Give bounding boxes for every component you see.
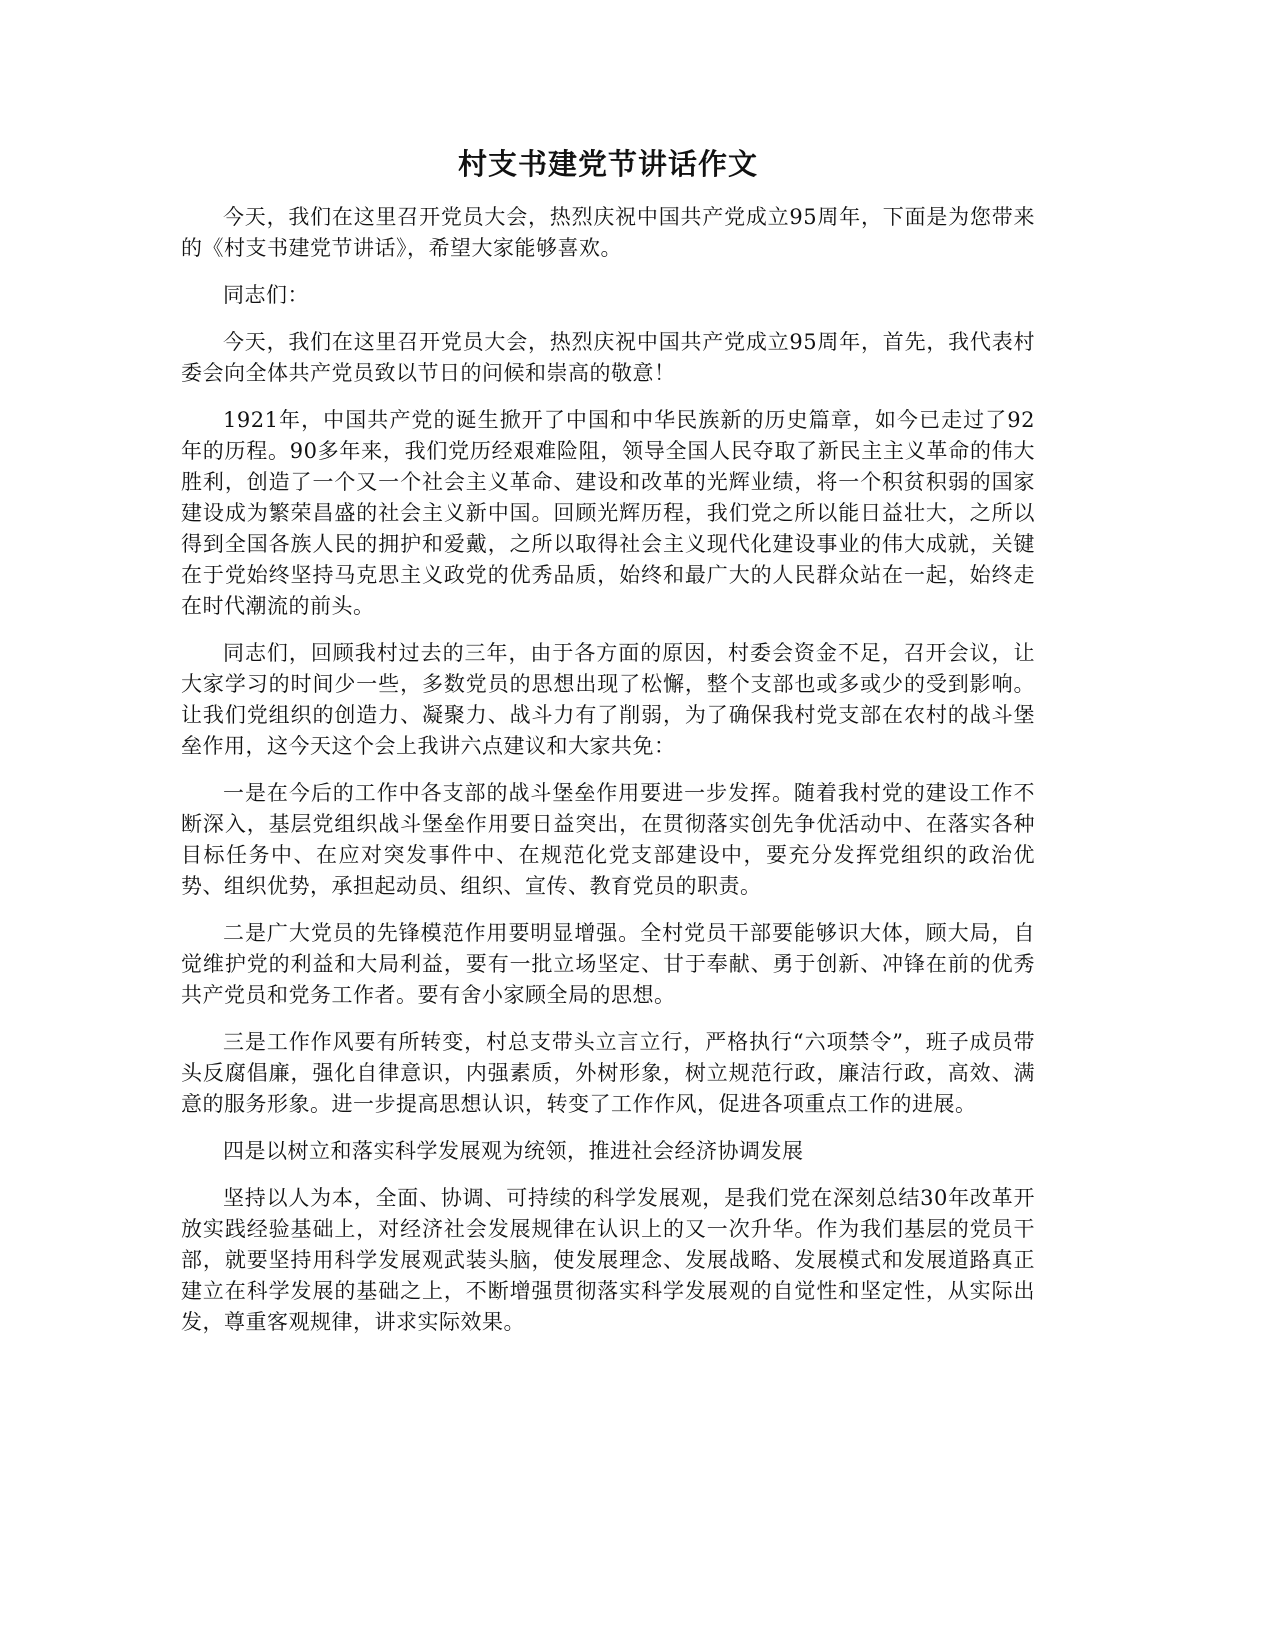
paragraph-point-four: 四是以树立和落实科学发展观为统领，推进社会经济协调发展	[223, 1139, 804, 1163]
paragraph-scientific-development: 坚持以人为本，全面、协调、可持续的科学发展观，是我们党在深刻总结30年改革开放实践经验基础上，对经济社会发展规律在认识上的又一次升华。作为我们基层的党员干部，就要坚持用科学发展观武装头脑，使发展理念、发展战略、发展模式和发展道路真正建立在科学发展的基础之上，不断增强贯彻落实科学发展观的自觉性和坚定性，从实际出发，尊重客观规律，讲求实际效果。	[181, 1186, 1035, 1334]
paragraph-intro: 今天，我们在这里召开党员大会，热烈庆祝中国共产党成立95周年，下面是为您带来的《村支书建党节讲话》，希望大家能够喜欢。	[181, 205, 1035, 260]
document-title: 村支书建党节讲话作文	[457, 147, 758, 181]
paragraph-greeting: 今天，我们在这里召开党员大会，热烈庆祝中国共产党成立95周年，首先，我代表村委会向全体共产党员致以节日的问候和崇高的敬意！	[181, 330, 1035, 385]
paragraph-point-three: 三是工作作风要有所转变，村总支带头立言立行，严格执行“六项禁令”，班子成员带头反腐倡廉，强化自律意识，内强素质，外树形象，树立规范行政，廉洁行政，高效、满意的服务形象。进一步提高思想认识，转变了工作作风，促进各项重点工作的进展。	[181, 1030, 1035, 1116]
paragraph-review: 同志们，回顾我村过去的三年，由于各方面的原因，村委会资金不足，召开会议，让大家学习的时间少一些，多数党员的思想出现了松懈，整个支部也或多或少的受到影响。让我们党组织的创造力、凝聚力、战斗力有了削弱，为了确保我村党支部在农村的战斗堡垒作用，这今天这个会上我讲六点建议和大家共免：	[181, 641, 1035, 758]
paragraph-history: 1921年，中国共产党的诞生掀开了中国和中华民族新的历史篇章，如今已走过了92年的历程。90多年来，我们党历经艰难险阻，领导全国人民夺取了新民主主义革命的伟大胜利，创造了一个又一个社会主义革命、建设和改革的光辉业绩，将一个积贫积弱的国家建设成为繁荣昌盛的社会主义新中国。回顾光辉历程，我们党之所以能日益壮大，之所以得到全国各族人民的拥护和爱戴，之所以取得社会主义现代化建设事业的伟大成就，关键在于党始终坚持马克思主义政党的优秀品质，始终和最广大的人民群众站在一起，始终走在时代潮流的前头。	[181, 408, 1035, 618]
document-page	[181, 140, 1035, 1354]
paragraph-point-two: 二是广大党员的先锋模范作用要明显增强。全村党员干部要能够识大体，顾大局，自觉维护党的利益和大局利益，要有一批立场坚定、甘于奉献、勇于创新、冲锋在前的优秀共产党员和党务工作者。要有舍小家顾全局的思想。	[181, 921, 1035, 1007]
paragraph-salutation: 同志们：	[223, 283, 309, 307]
paragraph-point-one: 一是在今后的工作中各支部的战斗堡垒作用要进一步发挥。随着我村党的建设工作不断深入，基层党组织战斗堡垒作用要日益突出，在贯彻落实创先争优活动中、在落实各种目标任务中、在应对突发事件中、在规范化党支部建设中，要充分发挥党组织的政治优势、组织优势，承担起动员、组织、宣传、教育党员的职责。	[181, 781, 1035, 898]
